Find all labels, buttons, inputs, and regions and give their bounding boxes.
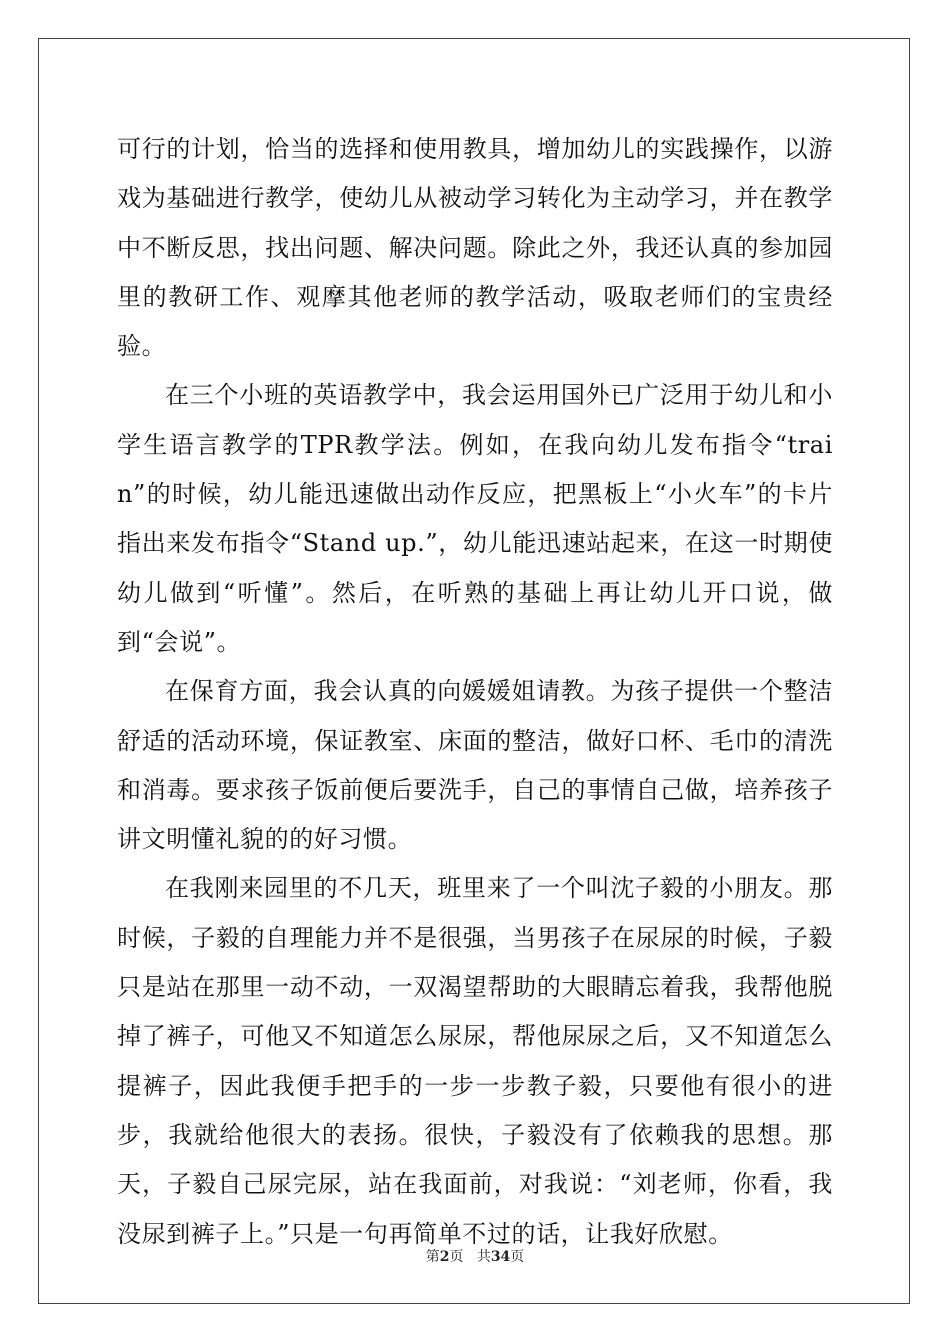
total-pages: 34 — [490, 1249, 511, 1265]
paragraph-3: 在保育方面，我会认真的向媛媛姐请教。为孩子提供一个整洁舒适的活动环境，保证教室、床面的整洁，做好口杯、毛巾的清洗和消毒。要求孩子饭前便后要洗手，自己的事情自己做，培养孩子讲文明懂礼貌的的好习惯。 — [117, 677, 833, 854]
document-body — [117, 125, 833, 1259]
paragraph-2: 在三个小班的英语教学中，我会运用国外已广泛用于幼儿和小学生语言教学的TPR教学法。例如，在我向幼儿发布指令“train”的时候，幼儿能迅速做出动作反应，把黑板上“小火车”的卡片指出来发布指令“Stand up.”，幼儿能迅速站起来，在这一时期使幼儿做到“听懂”。然后，在听熟的基础上再让幼儿开口说，做到“会说”。 — [117, 381, 833, 656]
total-prefix: 共 — [476, 1249, 491, 1265]
paragraph-1: 可行的计划，恰当的选择和使用教具，增加幼儿的实践操作，以游戏为基础进行教学，使幼儿从被动学习转化为主动学习，并在教学中不断反思，找出问题、解决问题。除此之外，我还认真的参加园里的教研工作、观摩其他老师的教学活动，吸取老师们的宝贵经验。 — [117, 135, 833, 361]
page-footer — [0, 1246, 950, 1266]
page-number: 2 — [439, 1249, 450, 1265]
page-suffix: 页 — [449, 1249, 464, 1265]
total-suffix: 页 — [510, 1249, 525, 1265]
paragraph-4: 在我刚来园里的不几天，班里来了一个叫沈子毅的小朋友。那时候，子毅的自理能力并不是很强，当男孩子在尿尿的时候，子毅只是站在那里一动不动，一双渴望帮助的大眼睛忘着我，我帮他脱掉了裤子，可他又不知道怎么尿尿，帮他尿尿之后，又不知道怎么提裤子，因此我便手把手的一步一步教子毅，只要他有很小的进步，我就给他很大的表扬。很快，子毅没有了依赖我的思想。那天，子毅自己尿完尿，站在我面前，对我说：“刘老师，你看，我没尿到裤子上。”只是一句再简单不过的话，让我好欣慰。 — [117, 874, 833, 1248]
page-prefix: 第 — [425, 1249, 440, 1265]
